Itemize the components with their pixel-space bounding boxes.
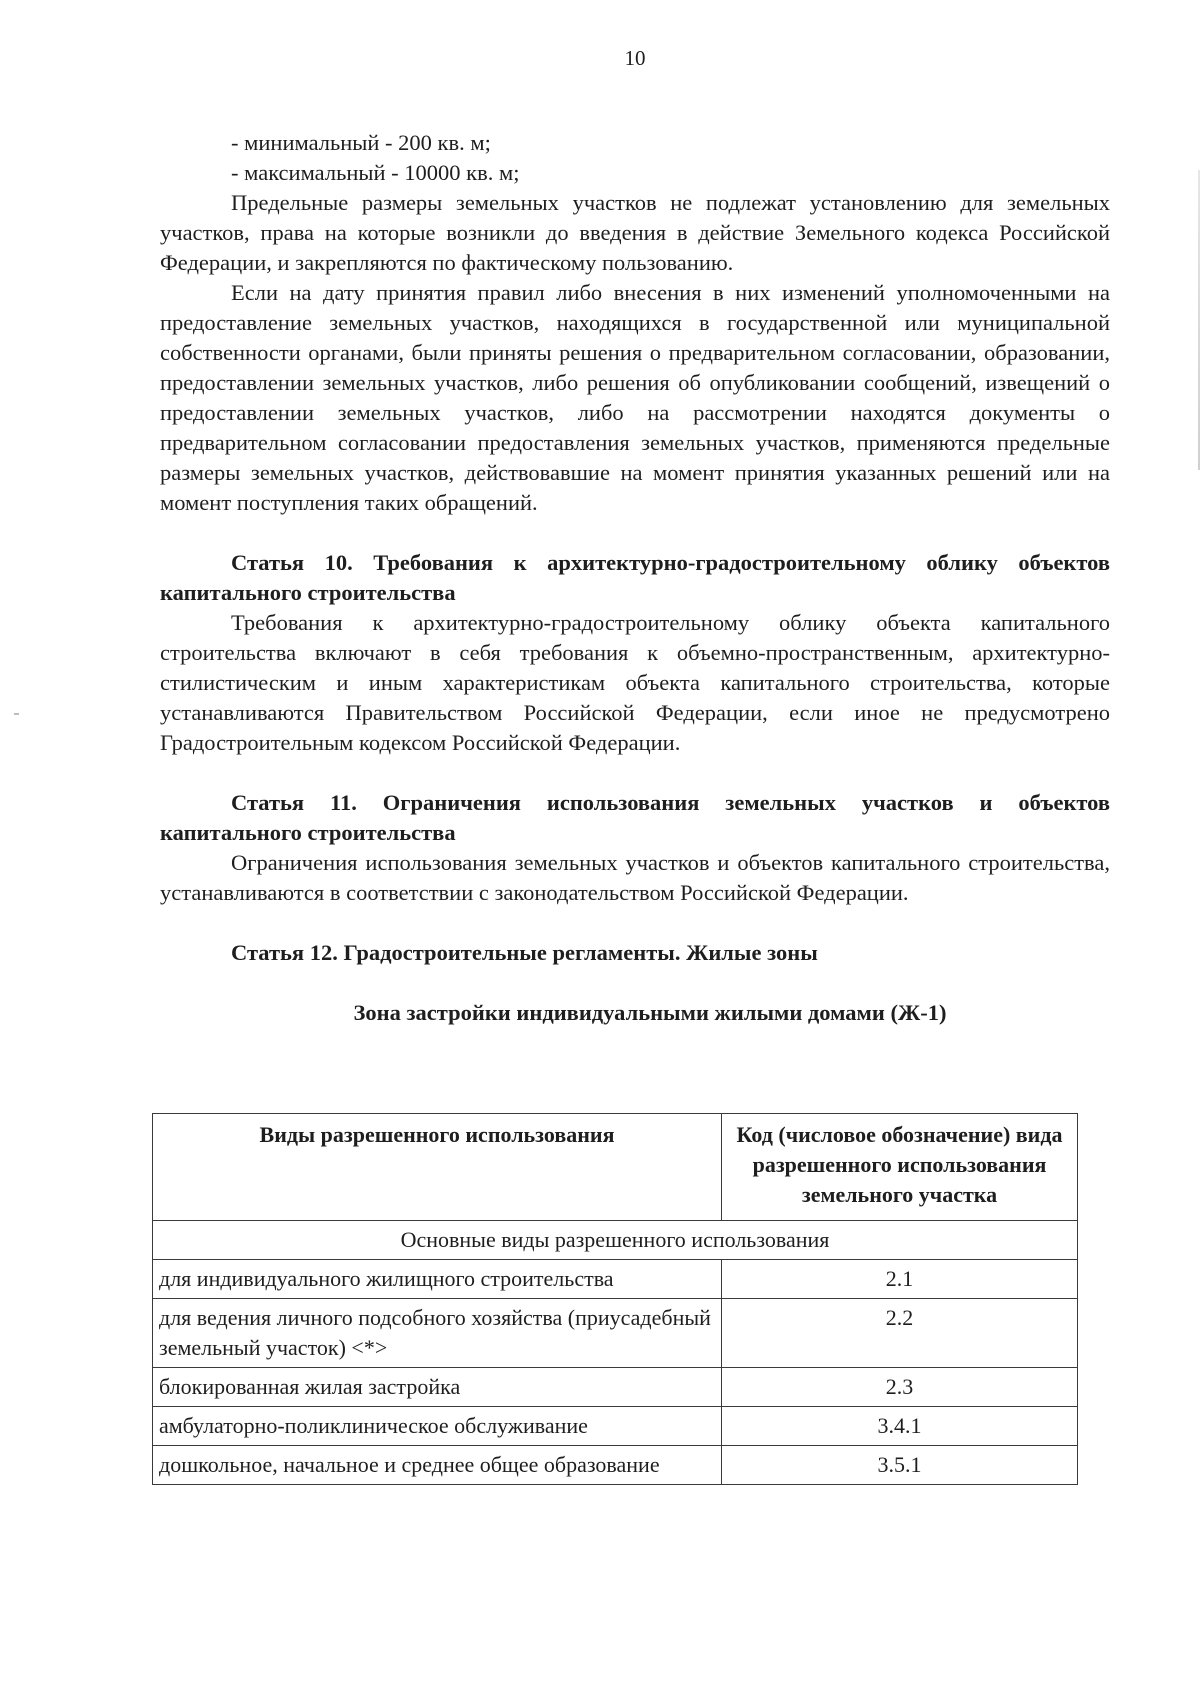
table-row [153,1368,1078,1407]
table-row [153,1446,1078,1485]
article-11-text: Ограничения использования земельных участков и объектов капитального строительства, устанавливаются в соответствии с законодательством Российской Федерации. [160,850,1110,905]
scan-dot-mark [14,713,19,715]
article-12-heading: Статья 12. Градостроительные регламенты. Жилые зоны [231,940,818,965]
use-code: 3.4.1 [722,1407,1078,1446]
section-main-uses: Основные виды разрешенного использования [153,1221,1078,1260]
paragraph-size-limits: Предельные размеры земельных участков не подлежат установлению для земельных участков, права на которые возникли до введения в действие Земельного кодекса Российской Федерации, и закрепляются по фактическому пользованию. [160,190,1110,275]
article-11-heading: Статья 11. Ограничения использования земельных участков и объектов капитального строительства [160,790,1110,845]
header-use-code: Код (числовое обозначение) вида разрешенного использования земельного участка [722,1114,1078,1221]
document-body [160,128,1110,1028]
table-row [153,1260,1078,1299]
use-name: для индивидуального жилищного строительства [153,1260,722,1299]
table-section-row [153,1221,1078,1260]
table-header-row [153,1114,1078,1221]
zone-title: Зона застройки индивидуальными жилыми домами (Ж-1) [353,1000,947,1025]
use-name: дошкольное, начальное и среднее общее образование [153,1446,722,1485]
use-code: 3.5.1 [722,1446,1078,1485]
table-row [153,1407,1078,1446]
page-number: 10 [624,46,646,70]
header-use-types: Виды разрешенного использования [153,1114,722,1221]
use-name: амбулаторно-поликлиническое обслуживание [153,1407,722,1446]
article-10-heading: Статья 10. Требования к архитектурно-градостроительному облику объектов капитального строительства [160,550,1110,605]
use-code: 2.2 [722,1299,1078,1368]
paragraph-transition-rules: Если на дату принятия правил либо внесения в них изменений уполномоченными на предоставление земельных участков, находящихся в государственной или муниципальной собственности органами, были приняты решения о предварительном согласовании, образовании, предоставлении земельных участков, либо решения об опубликовании сообщений, извещений о предоставлении земельных участков, либо на рассмотрении находятся документы о предварительном согласовании предоставления земельных участков, применяются предельные размеры земельных участков, действовавшие на момент принятия указанных решений или на момент поступления таких обращений. [160,280,1110,515]
article-10-text: Требования к архитектурно-градостроительному облику объекта капитального строительства включают в себя требования к объемно-пространственным, архитектурно-стилистическим и иным характеристикам объекта капитального строительства, которые устанавливаются Правительством Российской Федерации, если иное не предусмотрено Градостроительным кодексом Российской Федерации. [160,610,1110,755]
list-item-min-size: - минимальный - 200 кв. м; [231,130,491,155]
table-row [153,1299,1078,1368]
permitted-use-table [152,1113,1078,1485]
use-code: 2.1 [722,1260,1078,1299]
list-item-max-size: - максимальный - 10000 кв. м; [231,160,520,185]
use-name: для ведения личного подсобного хозяйства (приусадебный земельный участок) <*> [153,1299,722,1368]
use-name: блокированная жилая застройка [153,1368,722,1407]
use-code: 2.3 [722,1368,1078,1407]
